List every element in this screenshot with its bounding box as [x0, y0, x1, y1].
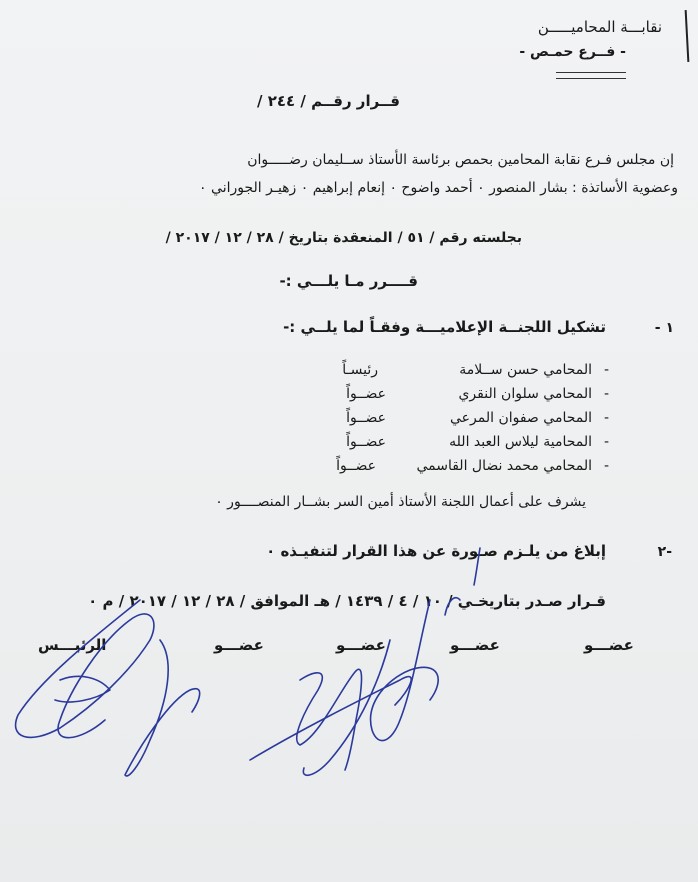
member-role: عضــواً: [336, 458, 376, 474]
member-name: المحامي سلوان النقري: [458, 386, 592, 402]
signature-scribble: [250, 677, 411, 760]
member-dash: -: [604, 386, 610, 402]
signature-scribble: [125, 640, 200, 776]
member-dash: -: [604, 362, 610, 378]
signature-scribble: [303, 640, 390, 775]
signature-label-member: عضـــو: [584, 636, 634, 654]
item-1-text: تشكيل اللجنــة الإعلاميـــة وفقـاً لما يلــي :-: [283, 318, 606, 336]
signature-label-member: عضـــو: [336, 636, 386, 654]
item-2-number: -٢: [657, 544, 672, 560]
branch-name: - فــرع حمـص -: [519, 44, 626, 60]
member-name: المحامية ليلاس العبد الله: [449, 434, 592, 450]
member-role: عضــواً: [346, 410, 386, 426]
intro-line-2: وعضوية الأساتذة : بشار المنصور ٠ أحمد واضوح ٠ إنعام إبراهيم ٠ زهيـر الجوراني ٠: [199, 180, 678, 196]
supervision-line: يشرف على أعمال اللجنة الأستاذ أمين السر بشــار المنصــــور ٠: [215, 494, 586, 510]
signature-scribble: [371, 600, 439, 741]
decision-number: قــرار رقــم / ٢٤٤ /: [257, 92, 400, 110]
signature-label-member: عضـــو: [450, 636, 500, 654]
member-dash: -: [604, 434, 610, 450]
intro-line-1: إن مجلس فـرع نقابة المحامين بحمص برئاسة الأستاذ ســليمان رضـــــوان: [247, 152, 674, 168]
signature-scribble: [55, 676, 110, 702]
member-role: عضــواً: [346, 386, 386, 402]
member-dash: -: [604, 458, 610, 474]
signature-label-president: الرئيـــس: [38, 636, 107, 654]
signature-label-member: عضـــو: [214, 636, 264, 654]
member-name: المحامي صفوان المرعي: [450, 410, 592, 426]
session-line: بجلسته رقم / ٥١ / المنعقدة بتاريخ / ٢٨ / ١٢ / ٢٠١٧ /: [165, 230, 522, 246]
decided-heading: قــــرر مـا يلـــي :-: [279, 272, 418, 290]
signature-scribble: [297, 669, 362, 770]
member-dash: -: [604, 410, 610, 426]
paper-edge-line: [685, 10, 689, 62]
header-double-rule: [556, 72, 626, 79]
signature-scribble: [16, 600, 154, 738]
signature-labels-row: [38, 636, 632, 660]
issued-date-line: قـرار صـدر بتاريخـي / ١٠ / ٤ / ١٤٣٩ / هـ الموافق / ٢٨ / ١٢ / ٢٠١٧ / م ٠: [88, 592, 606, 610]
member-role: عضــواً: [346, 434, 386, 450]
member-name: المحامي حسن ســلامة: [459, 362, 592, 378]
member-name: المحامي محمد نضال القاسمي: [416, 458, 592, 474]
org-name: نقابـــة المحاميـــــن: [537, 18, 662, 36]
member-role: رئيسـاً: [342, 362, 378, 378]
item-2-text: إبلاغ من يلـزم صـورة عن هذا القرار لتنفيـذه ٠: [266, 542, 606, 560]
item-1-number: ١ -: [654, 320, 674, 336]
